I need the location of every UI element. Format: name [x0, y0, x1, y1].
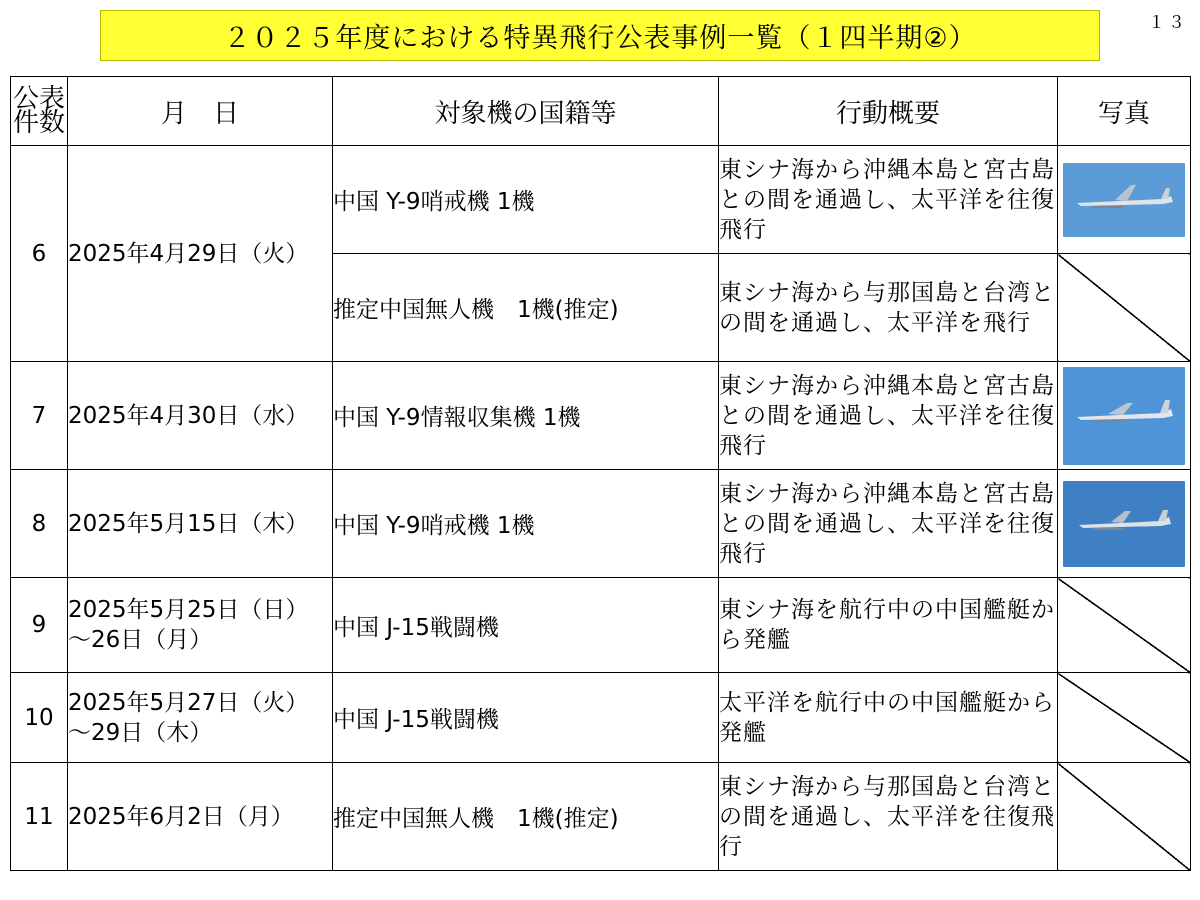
row-number: 8: [11, 470, 68, 578]
incident-table: [10, 76, 1191, 871]
header-aircraft: 対象機の国籍等: [333, 77, 719, 146]
row-date: 2025年4月30日（水）: [68, 362, 333, 470]
table-row: [11, 470, 1191, 578]
title-banner: [100, 10, 1100, 61]
row-number: 11: [11, 763, 68, 871]
y9-patrol-aircraft-photo-icon: [1063, 481, 1185, 567]
row-aircraft: 推定中国無人機 1機(推定): [333, 763, 719, 871]
row-number: 6: [11, 146, 68, 362]
row-photo-empty: [1058, 578, 1191, 673]
row-date-line1: 2025年5月25日（日）: [68, 597, 309, 623]
row-photo-empty: [1058, 763, 1191, 871]
row-date: 2025年6月2日（月）: [68, 763, 333, 871]
header-summary: 行動概要: [719, 77, 1058, 146]
row-summary: 東シナ海から沖縄本島と宮古島との間を通過し、太平洋を往復飛行: [719, 470, 1058, 578]
row-aircraft: 中国 J-15戦闘機: [333, 673, 719, 763]
row-summary: 太平洋を航行中の中国艦艇から発艦: [719, 673, 1058, 763]
aircraft-photo: [1063, 163, 1185, 237]
row-number: 9: [11, 578, 68, 673]
table-header-row: [11, 77, 1191, 146]
row-summary: 東シナ海から沖縄本島と宮古島との間を通過し、太平洋を往復飛行: [719, 362, 1058, 470]
page-title: ２０２５年度における特異飛行公表事例一覧（１四半期②）: [223, 23, 977, 54]
table-row: [11, 673, 1191, 763]
row-photo-empty: [1058, 673, 1191, 763]
row-photo: [1058, 470, 1191, 578]
header-count-line2: 件数: [12, 108, 65, 138]
row-date: [68, 673, 333, 763]
aircraft-photo: [1063, 481, 1185, 567]
row-aircraft: 推定中国無人機 1機(推定): [333, 254, 719, 362]
row-date-line2: ～26日（月）: [68, 627, 213, 653]
aircraft-photo: [1063, 367, 1185, 465]
table-row: [11, 146, 1191, 254]
row-date: 2025年4月29日（火）: [68, 146, 333, 362]
row-summary: 東シナ海から与那国島と台湾との間を通過し、太平洋を往復飛行: [719, 763, 1058, 871]
header-count: [11, 77, 68, 146]
row-summary: 東シナ海から沖縄本島と宮古島との間を通過し、太平洋を往復飛行: [719, 146, 1058, 254]
row-number: 7: [11, 362, 68, 470]
table-row: [11, 362, 1191, 470]
row-date: [68, 578, 333, 673]
header-count-line1: 公表: [12, 84, 65, 114]
table-row: [11, 578, 1191, 673]
y9-aircraft-photo-icon: [1063, 163, 1185, 237]
row-aircraft: 中国 Y-9情報収集機 1機: [333, 362, 719, 470]
row-aircraft: 中国 Y-9哨戒機 1機: [333, 146, 719, 254]
page-number: １３: [1148, 13, 1188, 33]
row-number: 10: [11, 673, 68, 763]
row-summary: 東シナ海を航行中の中国艦艇から発艦: [719, 578, 1058, 673]
y9-intelligence-aircraft-photo-icon: [1063, 367, 1185, 465]
row-summary: 東シナ海から与那国島と台湾との間を通過し、太平洋を飛行: [719, 254, 1058, 362]
row-photo-empty: [1058, 254, 1191, 362]
row-date-line2: ～29日（木）: [68, 719, 213, 746]
row-date-line1: 2025年5月27日（火）: [68, 689, 309, 716]
row-aircraft: 中国 Y-9哨戒機 1機: [333, 470, 719, 578]
header-date: 月 日: [68, 77, 333, 146]
row-aircraft: 中国 J-15戦闘機: [333, 578, 719, 673]
header-photo: 写真: [1058, 77, 1191, 146]
row-photo: [1058, 146, 1191, 254]
row-date: 2025年5月15日（木）: [68, 470, 333, 578]
row-photo: [1058, 362, 1191, 470]
table-row: [11, 763, 1191, 871]
